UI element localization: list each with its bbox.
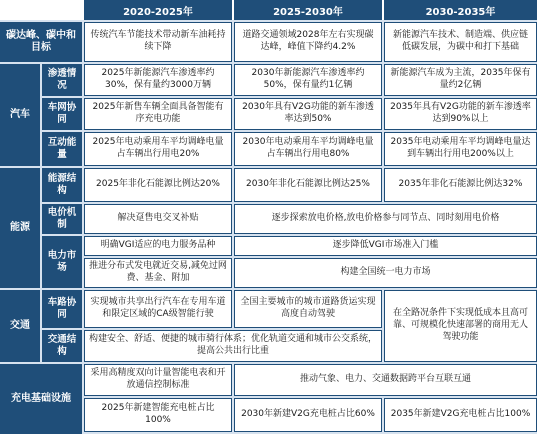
energy-structure-2030-2035: 2035年非化石能源比例达32%	[384, 168, 537, 202]
header-2030-2035: 2030-2035年	[384, 0, 537, 20]
category-charging: 充电基础设施	[0, 364, 82, 434]
charging-r1-2020-2025: 采用高精度双向计量智能电表和开放通信控制标准	[84, 364, 232, 396]
auto-penetration-2025-2030: 2030年新能源汽车渗透率约50%，保有量约1亿辆	[234, 64, 382, 96]
category-carbon: 碳达峰、碳中和目标	[0, 22, 82, 62]
auto-penetration-label: 渗透情况	[42, 64, 82, 96]
auto-v2g-label: 车网协同	[42, 98, 82, 130]
auto-penetration-2030-2035: 新能源汽车成为主流，2035年保有量约2亿辆	[384, 64, 537, 96]
header-2025-2030: 2025-2030年	[234, 0, 382, 20]
auto-energy-2020-2025: 2025年电动乘用车平均调峰电量占车辆出行用电20%	[84, 132, 232, 166]
traffic-struct-label: 交通结构	[42, 330, 82, 362]
traffic-road-2020-2025: 实现城市共享出行汽车在专用车道和限定区域的CA级智能行驶	[84, 290, 232, 328]
energy-market-r2-2020-2025: 推进分布式发电就近交易,减免过网费、基金、附加	[84, 258, 232, 288]
carbon-2025-2030: 道路交通领域2028年左右实现碳达峰，峰值下降约4.2%	[234, 22, 382, 62]
charging-r2-2030-2035: 2035年新建V2G充电桩占比100%	[384, 398, 537, 432]
energy-price-2020-2025: 解决趸售电交叉补贴	[84, 204, 232, 234]
charging-r1-2025-2035: 推动气象、电力、交通数据跨平台互联互通	[234, 364, 537, 396]
energy-market-label: 电力市场	[42, 236, 82, 288]
energy-price-label: 电价机制	[42, 204, 82, 234]
traffic-road-2025-2030: 全国主要城市的城市道路货运实现高度自动驾驶	[234, 290, 382, 328]
category-energy: 能源	[0, 168, 40, 288]
energy-market-r1-2020-2025: 明确VGI适应的电力服务品种	[84, 236, 232, 256]
energy-price-2025-2035: 逐步探索放电价格,放电价格参与同节点、同时刻用电价格	[234, 204, 537, 234]
charging-r2-2025-2030: 2030年新建V2G充电桩占比60%	[234, 398, 382, 432]
auto-v2g-2025-2030: 2030年具有V2G功能的新车渗透率达到50%	[234, 98, 382, 130]
category-auto: 汽车	[0, 64, 40, 166]
auto-energy-label: 互动能量	[42, 132, 82, 166]
auto-v2g-2020-2025: 2025年新售车辆全面具备智能有序充电功能	[84, 98, 232, 130]
energy-structure-2025-2030: 2030年非化石能源比例达25%	[234, 168, 382, 202]
carbon-2020-2025: 传统汽车节能技术带动新车油耗持续下降	[84, 22, 232, 62]
auto-penetration-2020-2025: 2025年新能源汽车渗透率约30%，保有量约3000万辆	[84, 64, 232, 96]
traffic-road-label: 车路协同	[42, 290, 82, 328]
energy-structure-2020-2025: 2025年非化石能源比例达20%	[84, 168, 232, 202]
energy-market-r1-2025-2035: 逐步降低VGI市场准入门槛	[234, 236, 537, 256]
energy-structure-label: 能源结构	[42, 168, 82, 202]
auto-energy-2030-2035: 2035年电动乘用车平均调峰电量达到车辆出行用电200%以上	[384, 132, 537, 166]
auto-v2g-2030-2035: 2035年具有V2G功能的新车渗透率达到90%以上	[384, 98, 537, 130]
charging-r2-2020-2025: 2025年新建智能充电桩占比100%	[84, 398, 232, 432]
carbon-2030-2035: 新能源汽车技术、制造端、供应链低碳发展，为碳中和打下基础	[384, 22, 537, 62]
energy-market-r2-2025-2035: 构建全国统一电力市场	[234, 258, 537, 288]
category-traffic: 交通	[0, 290, 40, 362]
traffic-struct-2020-2030: 构建安全、舒适、便捷的城市骑行体系；优化轨道交通和城市公交系统，提高公共出行比重	[84, 330, 382, 362]
auto-energy-2025-2030: 2030年电动乘用车平均调峰电量占车辆出行用电80%	[234, 132, 382, 166]
header-2020-2025: 2020-2025年	[84, 0, 232, 20]
traffic-road-2030-2035: 在全路况条件下实现低成本且高可靠、可规模化快速部署的商用无人驾驶功能	[384, 290, 537, 362]
